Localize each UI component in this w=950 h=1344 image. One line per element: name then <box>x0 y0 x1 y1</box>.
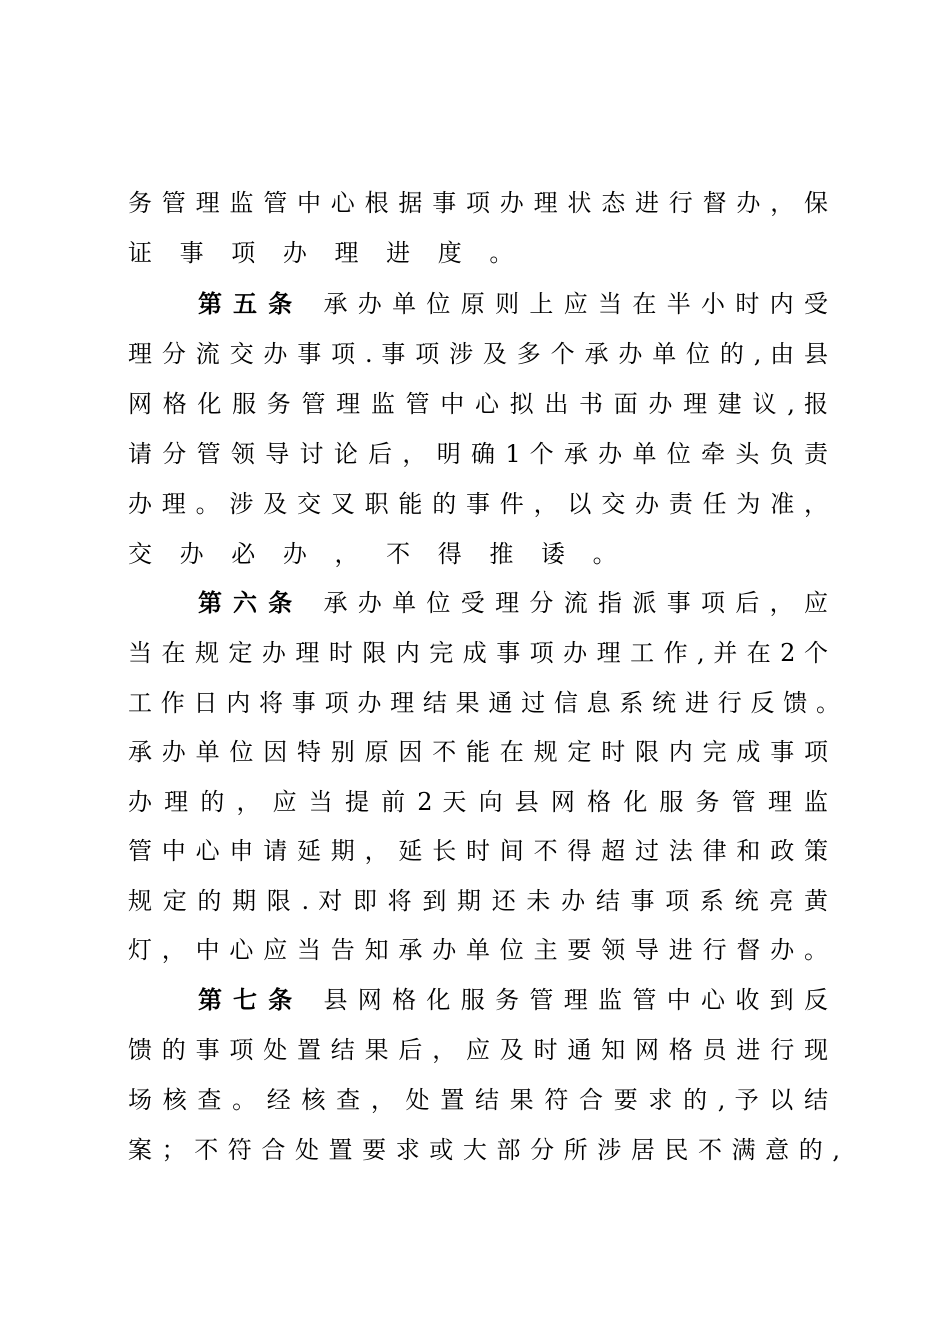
text-line: 务 管 理 监 管 中 心 根 据 事 项 办 理 状 态 进 行 督 办 ， 保 <box>128 189 828 217</box>
text-line: 工 作 日 内 将 事 项 办 理 结 果 通 过 信 息 系 统 进 行 反 馈 。 <box>128 689 840 717</box>
text-line: 办 理 的 ， 应 当 提 前 2 天 向 县 网 格 化 服 务 管 理 监 <box>128 788 828 816</box>
text-line: 承 办 单 位 原 则 上 应 当 在 半 小 时 内 受 <box>323 290 828 318</box>
text-line: 当 在 规 定 办 理 时 限 内 完 成 事 项 办 理 工 作 , 并 在 2 个 <box>128 639 828 667</box>
article-6-heading: 第 六 条 <box>198 588 294 617</box>
article-6-first-line <box>198 586 828 620</box>
article-5-heading: 第 五 条 <box>198 289 294 318</box>
text-line: 证 事 项 办 理 进 度 。 <box>128 239 524 267</box>
text-line: 县 网 格 化 服 务 管 理 监 管 中 心 收 到 反 <box>323 986 828 1014</box>
text-line: 场 核 查 。 经 核 查 ， 处 置 结 果 符 合 要 求 的 , 予 以 结 <box>128 1086 828 1114</box>
text-line: 案 ； 不 符 合 处 置 要 求 或 大 部 分 所 涉 居 民 不 满 意 的 , <box>128 1136 840 1164</box>
text-line: 承 办 单 位 因 特 别 原 因 不 能 在 规 定 时 限 内 完 成 事 项 <box>128 738 828 766</box>
text-line: 灯 ， 中 心 应 当 告 知 承 办 单 位 主 要 领 导 进 行 督 办 。 <box>128 936 828 964</box>
text-line: 请 分 管 领 导 讨 论 后 ， 明 确 1 个 承 办 单 位 牵 头 负 责 <box>128 440 828 468</box>
text-line: 管 中 心 申 请 延 期 ， 延 长 时 间 不 得 超 过 法 律 和 政 策 <box>128 837 828 865</box>
text-line: 馈 的 事 项 处 置 结 果 后 ， 应 及 时 通 知 网 格 员 进 行 现 <box>128 1036 828 1064</box>
text-line: 网 格 化 服 务 管 理 监 管 中 心 拟 出 书 面 办 理 建 议 , 报 <box>128 390 828 418</box>
text-line: 理 分 流 交 办 事 项 . 事 项 涉 及 多 个 承 办 单 位 的 , 由 县 <box>128 340 828 368</box>
article-7-heading: 第 七 条 <box>198 985 294 1014</box>
text-line: 规 定 的 期 限 . 对 即 将 到 期 还 未 办 结 事 项 系 统 亮 黄 <box>128 887 828 915</box>
article-5-first-line <box>198 287 828 321</box>
text-line: 承 办 单 位 受 理 分 流 指 派 事 项 后 ， 应 <box>323 589 828 617</box>
text-line: 交 办 必 办 ， 不 得 推 诿 。 <box>128 540 627 568</box>
text-line: 办 理 。 涉 及 交 叉 职 能 的 事 件 ， 以 交 办 责 任 为 准 ， <box>128 490 828 518</box>
article-7-first-line <box>198 983 828 1017</box>
